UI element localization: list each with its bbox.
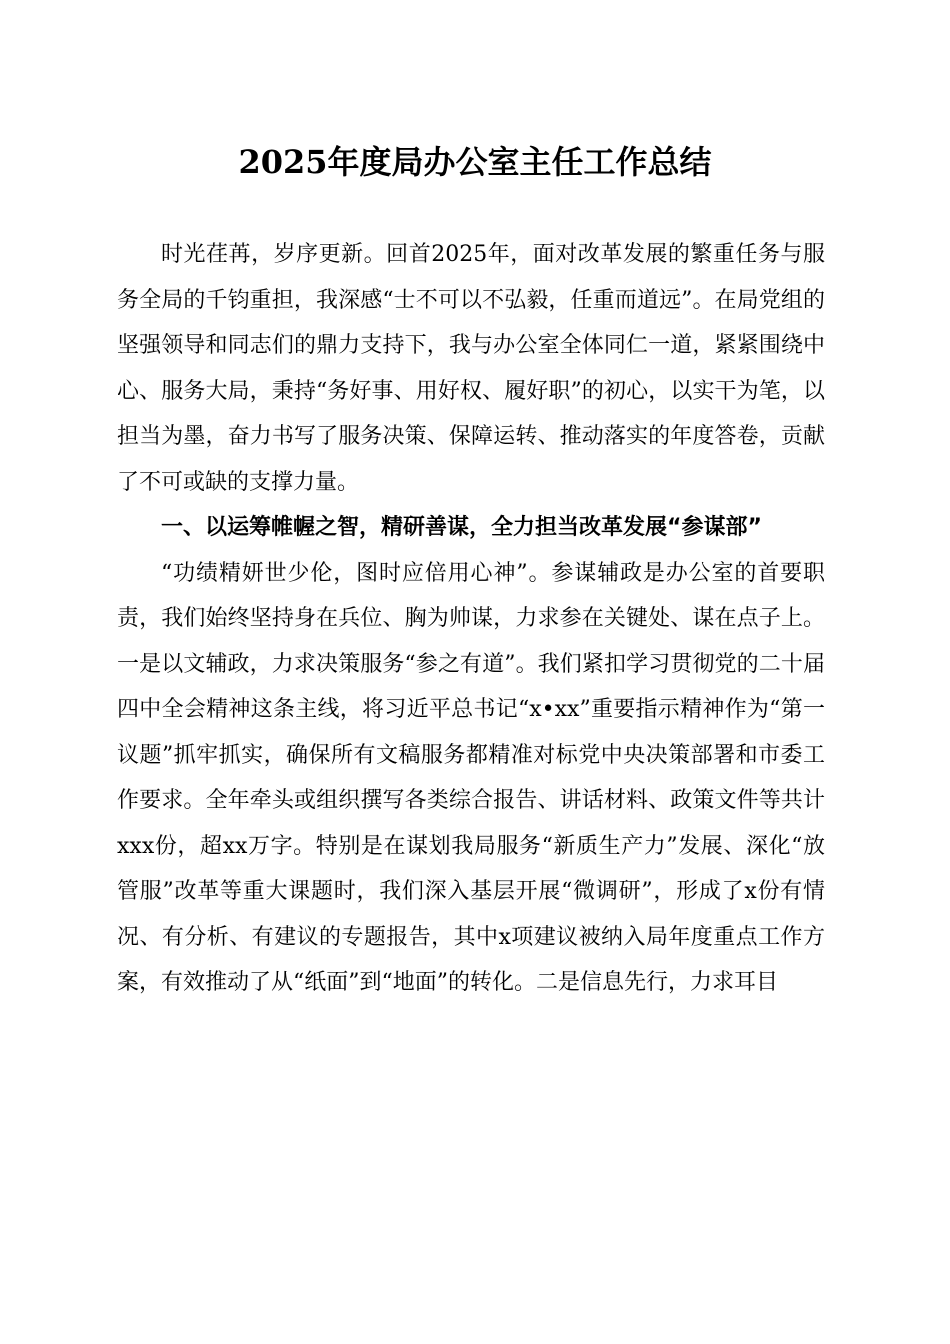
document-body [117, 232, 825, 1006]
intro-paragraph: 时光荏苒，岁序更新。回首2025年，面对改革发展的繁重任务与服务全局的千钧重担，我深感“士不可以不弘毅，任重而道远”。在局党组的坚强领导和同志们的鼎力支持下，我与办公室全体同仁一道，紧紧围绕中心、服务大局，秉持“务好事、用好权、履好职”的初心，以实干为笔，以担当为墨，奋力书写了服务决策、保障运转、推动落实的年度答卷，贡献了不可或缺的支撑力量。 [117, 242, 825, 495]
section-1-paragraph: “功绩精妍世少伦，图时应倍用心神”。参谋辅政是办公室的首要职责，我们始终坚持身在兵位、胸为帅谋，力求参在关键处、谋在点子上。一是以文辅政，力求决策服务“参之有道”。我们紧扣学习贯彻党的二十届四中全会精神这条主线，将习近平总书记“x•xx”重要指示精神作为“第一议题”抓牢抓实，确保所有文稿服务都精准对标党中央决策部署和市委工作要求。全年牵头或组织撰写各类综合报告、讲话材料、政策文件等共计xxx份，超xx万字。特别是在谋划我局服务“新质生产力”发展、深化“放管服”改革等重大课题时，我们深入基层开展“微调研”，形成了x份有情况、有分析、有建议的专题报告，其中x项建议被纳入局年度重点工作方案，有效推动了从“纸面”到“地面”的转化。二是信息先行，力求耳目 [117, 560, 825, 995]
document-title: 2025年度局办公室主任工作总结 [238, 143, 712, 181]
section-heading-1: 一、以运筹帷幄之智，精研善谋，全力担当改革发展“参谋部” [161, 515, 762, 540]
